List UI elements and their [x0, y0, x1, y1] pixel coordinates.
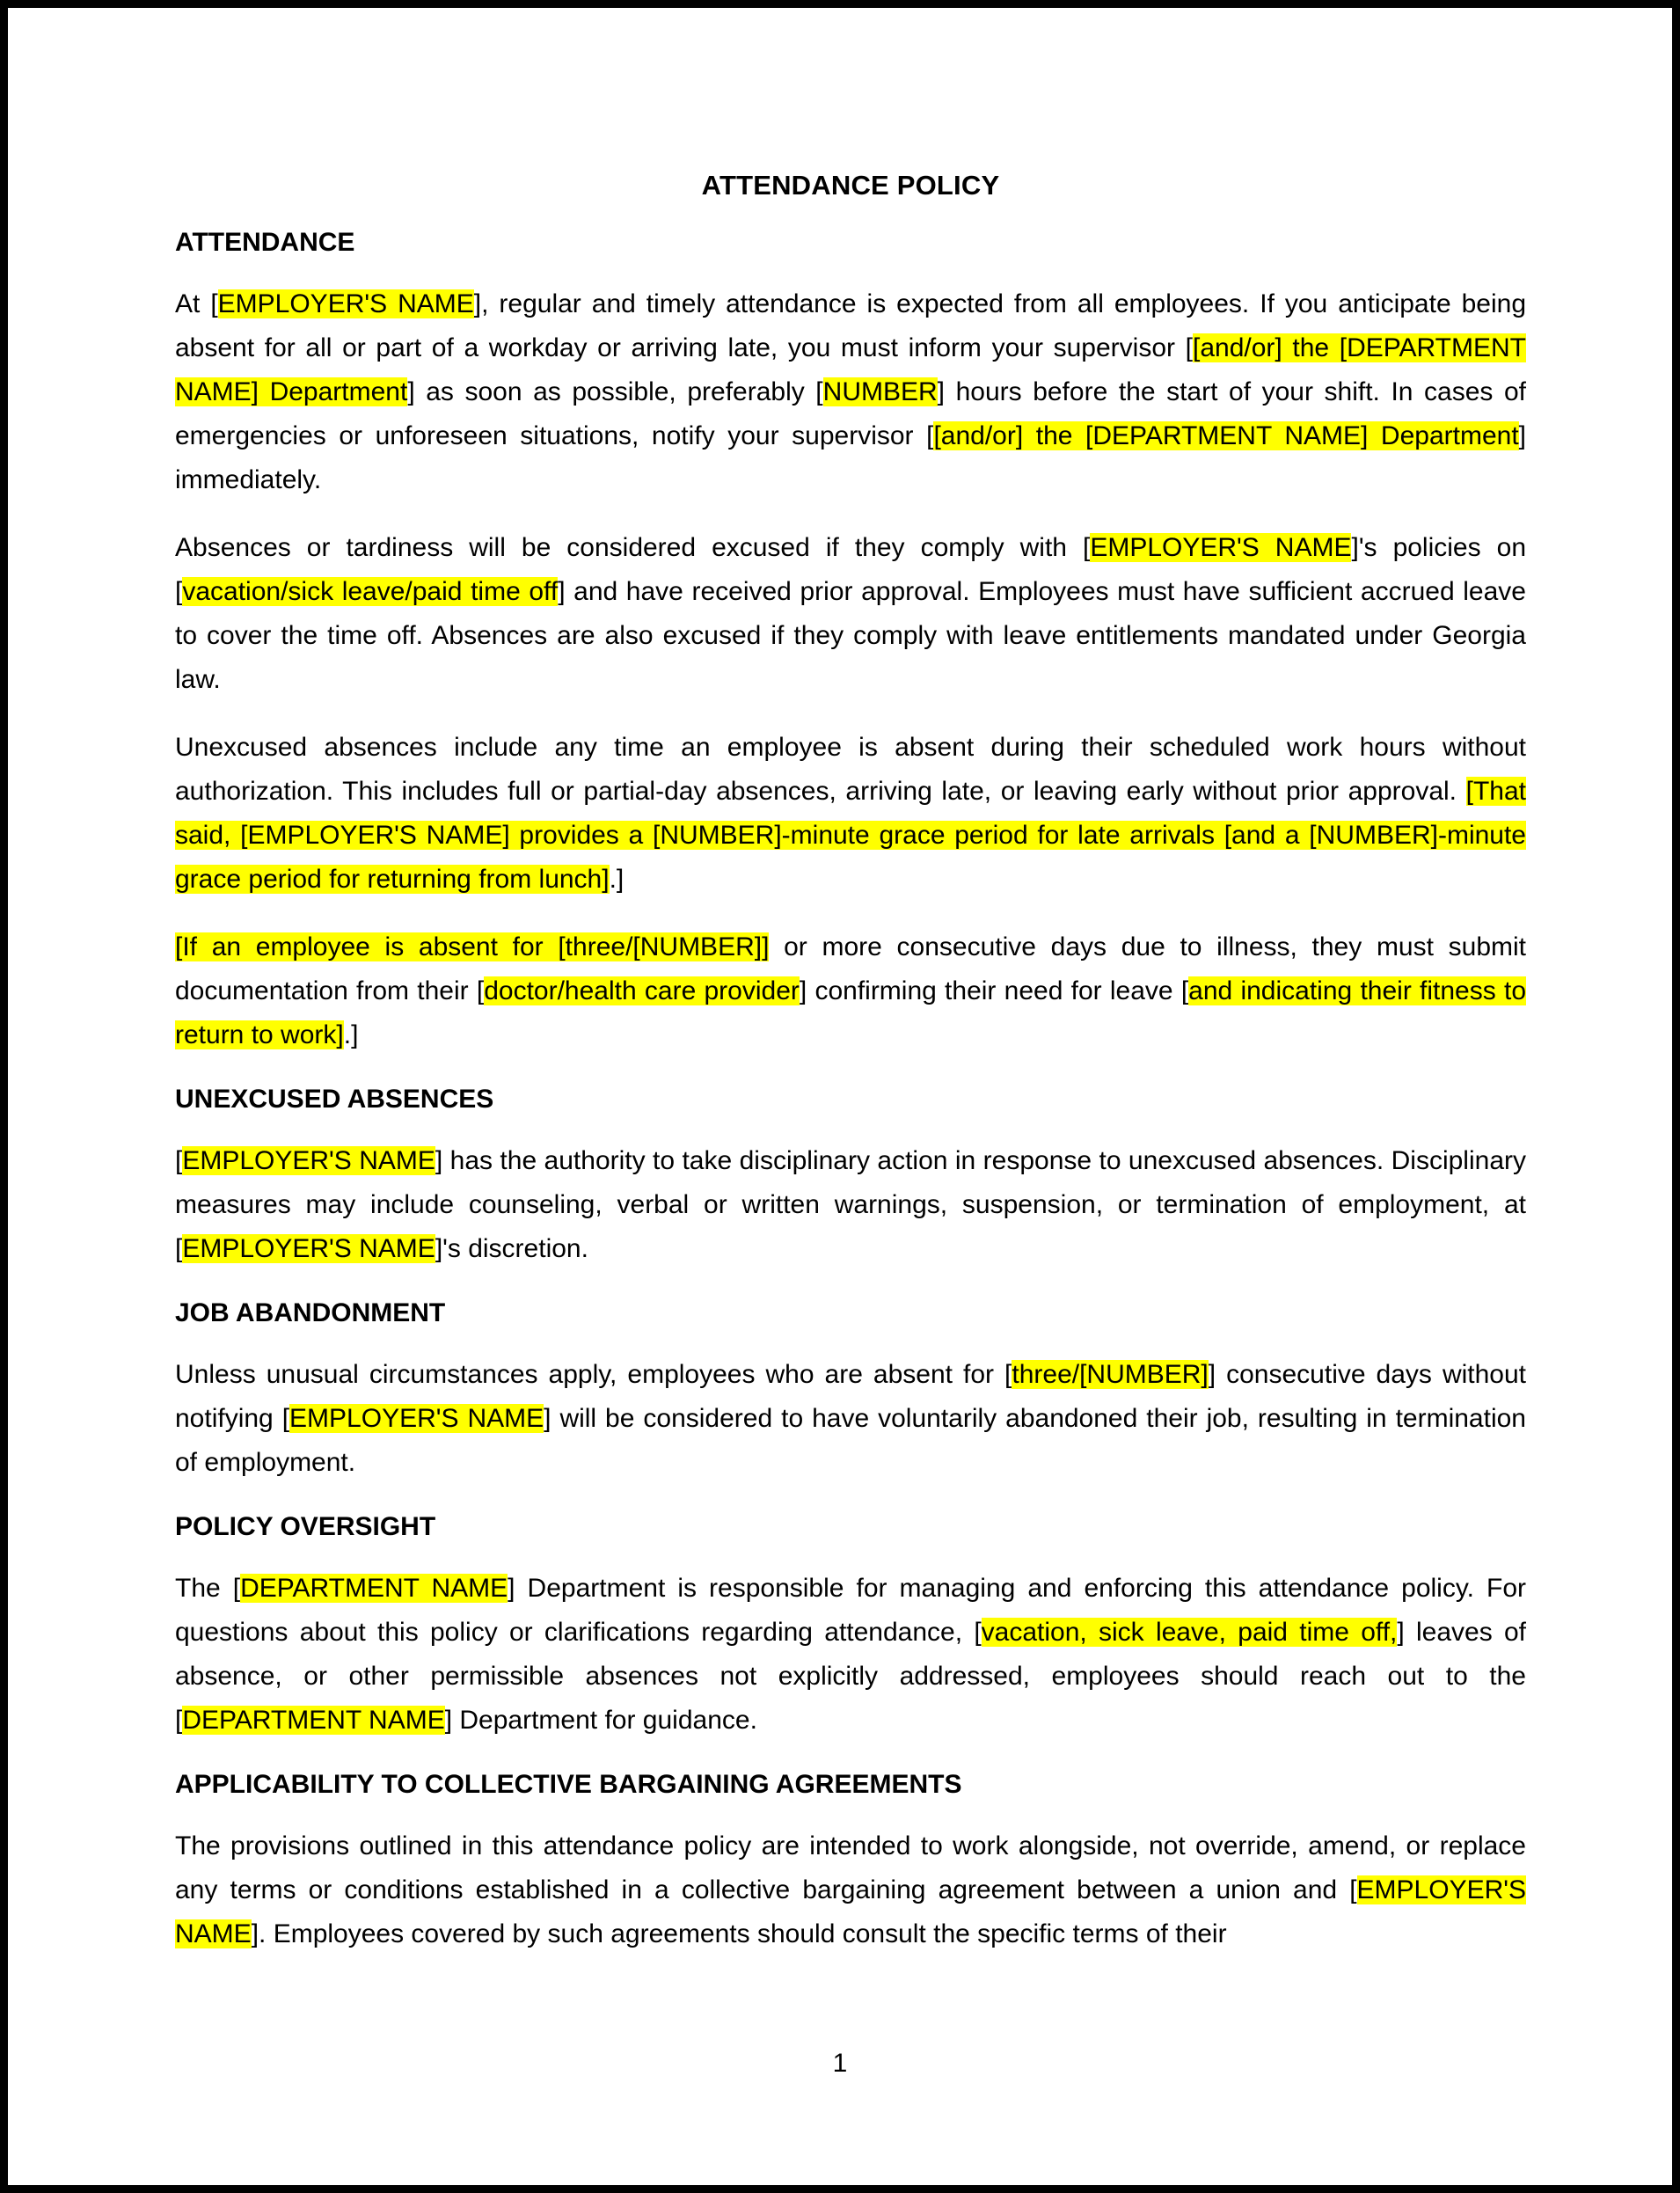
highlighted-placeholder: NUMBER: [822, 377, 938, 406]
body-paragraph: [175, 925, 1526, 1057]
text-run: or more consecutive days due to illness, they must submit documentation from their [: [175, 932, 1526, 1005]
text-run: ] has the authority to take disciplinary action in response to unexcused absences. Disciplinary measures may include counseling, verbal or written warnings, suspension, or termination of employment, at [: [175, 1146, 1526, 1263]
spacer: [175, 1801, 1526, 1824]
highlighted-placeholder: EMPLOYER'S NAME: [182, 1234, 435, 1263]
text-run: ] and have received prior approval. Employees must have sufficient accrued leave to cover the time off. Absences are also excused if they comply with leave entitlements mandated under Georgia law.: [175, 577, 1526, 694]
body-paragraph: [175, 1353, 1526, 1485]
body-paragraph: [175, 282, 1526, 502]
highlighted-placeholder: DEPARTMENT NAME: [240, 1574, 508, 1603]
text-run: ]'s policies on [: [175, 533, 1527, 606]
text-run: ]'s discretion.: [435, 1234, 588, 1263]
text-run: Unexcused absences include any time an employee is absent during their scheduled work hours without authorization. This includes full or partial-day absences, arriving late, or leaving early without prior approval.: [175, 733, 1526, 806]
highlighted-placeholder: vacation/sick leave/paid time off: [182, 577, 559, 606]
spacer: [175, 1271, 1526, 1298]
section-heading: UNEXCUSED ABSENCES: [175, 1085, 494, 1114]
highlighted-placeholder: and indicating their fitness to return to work]: [175, 976, 1526, 1049]
spacer: [175, 1743, 1526, 1769]
spacer: [175, 259, 1526, 282]
highlighted-placeholder: [That said, [EMPLOYER'S NAME] provides a [NUMBER]-minute grace period for late arrivals [and a [NUMBER]-minute grace period for returning from lunch]: [175, 777, 1526, 894]
highlighted-placeholder: EMPLOYER'S NAME: [217, 289, 474, 318]
page-number: 1: [832, 2049, 848, 2078]
body-paragraph: [175, 526, 1526, 702]
highlighted-placeholder: EMPLOYER'S NAME: [1090, 533, 1352, 562]
page-content-area: [175, 8, 1526, 2185]
text-run: ] leaves of absence, or other permissible absences not explicitly addressed, employees should reach out to the [: [175, 1618, 1526, 1735]
highlighted-placeholder: EMPLOYER'S NAME: [289, 1404, 544, 1433]
spacer: [175, 199, 1526, 227]
text-run: ] immediately.: [175, 421, 1526, 494]
highlighted-placeholder: EMPLOYER'S NAME: [182, 1146, 435, 1175]
spacer: [175, 1057, 1526, 1084]
body-paragraph: [175, 726, 1526, 902]
spacer: [175, 1485, 1526, 1511]
body-paragraph: [175, 1139, 1526, 1271]
text-run: The [: [175, 1574, 241, 1603]
spacer: [175, 1329, 1526, 1353]
section-heading: APPLICABILITY TO COLLECTIVE BARGAINING AGREEMENTS: [175, 1770, 962, 1799]
document-body: [175, 199, 1526, 1956]
text-run: At [: [175, 289, 218, 318]
text-run: Absences or tardiness will be considered excused if they comply with [: [175, 533, 1091, 562]
section-heading: ATTENDANCE: [175, 228, 355, 257]
text-run: ] confirming their need for leave [: [799, 976, 1189, 1005]
text-run: .]: [609, 865, 625, 894]
text-run: ] Department for guidance.: [444, 1706, 757, 1735]
section-heading: JOB ABANDONMENT: [175, 1298, 446, 1327]
spacer: [175, 502, 1526, 526]
highlighted-placeholder: [and/or] the [DEPARTMENT NAME] Department: [175, 333, 1526, 406]
highlighted-placeholder: doctor/health care provider: [484, 976, 800, 1005]
highlighted-placeholder: EMPLOYER'S NAME: [175, 1875, 1526, 1948]
spacer: [175, 902, 1526, 925]
document-title: ATTENDANCE POLICY: [701, 170, 1000, 201]
text-run: ] will be considered to have voluntarily abandoned their job, resulting in termination of employment.: [175, 1404, 1526, 1477]
text-run: The provisions outlined in this attendance policy are intended to work alongside, not override, amend, or replace any terms or conditions established in a collective bargaining agreement between a union and [: [175, 1831, 1526, 1904]
section-heading: POLICY OVERSIGHT: [175, 1512, 436, 1541]
spacer: [175, 1543, 1526, 1567]
highlighted-placeholder: vacation, sick leave, paid time off,: [981, 1618, 1398, 1647]
text-run: [: [175, 1146, 183, 1175]
highlighted-placeholder: [and/or] the [DEPARTMENT NAME] Department: [933, 421, 1519, 450]
highlighted-placeholder: DEPARTMENT NAME: [182, 1706, 445, 1735]
text-run: ], regular and timely attendance is expected from all employees. If you anticipate being absent for all or part of a workday or arriving late, you must inform your supervisor [: [175, 289, 1527, 362]
text-run: ]. Employees covered by such agreements should consult the specific terms of their: [251, 1919, 1227, 1948]
text-run: ] hours before the start of your shift. In cases of emergencies or unforeseen situations, notify your supervisor [: [175, 377, 1526, 450]
spacer: [175, 1115, 1526, 1139]
highlighted-placeholder: three/[NUMBER]: [1012, 1360, 1209, 1389]
text-run: .]: [343, 1020, 359, 1049]
text-run: Unless unusual circumstances apply, employees who are absent for [: [175, 1360, 1012, 1389]
text-run: ] Department is responsible for managing and enforcing this attendance policy. For questions about this policy or clarifications regarding attendance, [: [175, 1574, 1527, 1647]
spacer: [175, 702, 1526, 726]
text-run: ] consecutive days without notifying [: [175, 1360, 1526, 1433]
body-paragraph: [175, 1824, 1526, 1956]
highlighted-placeholder: [If an employee is absent for [three/[NUMBER]]: [175, 932, 770, 961]
text-run: ] as soon as possible, preferably [: [407, 377, 823, 406]
body-paragraph: [175, 1567, 1526, 1743]
